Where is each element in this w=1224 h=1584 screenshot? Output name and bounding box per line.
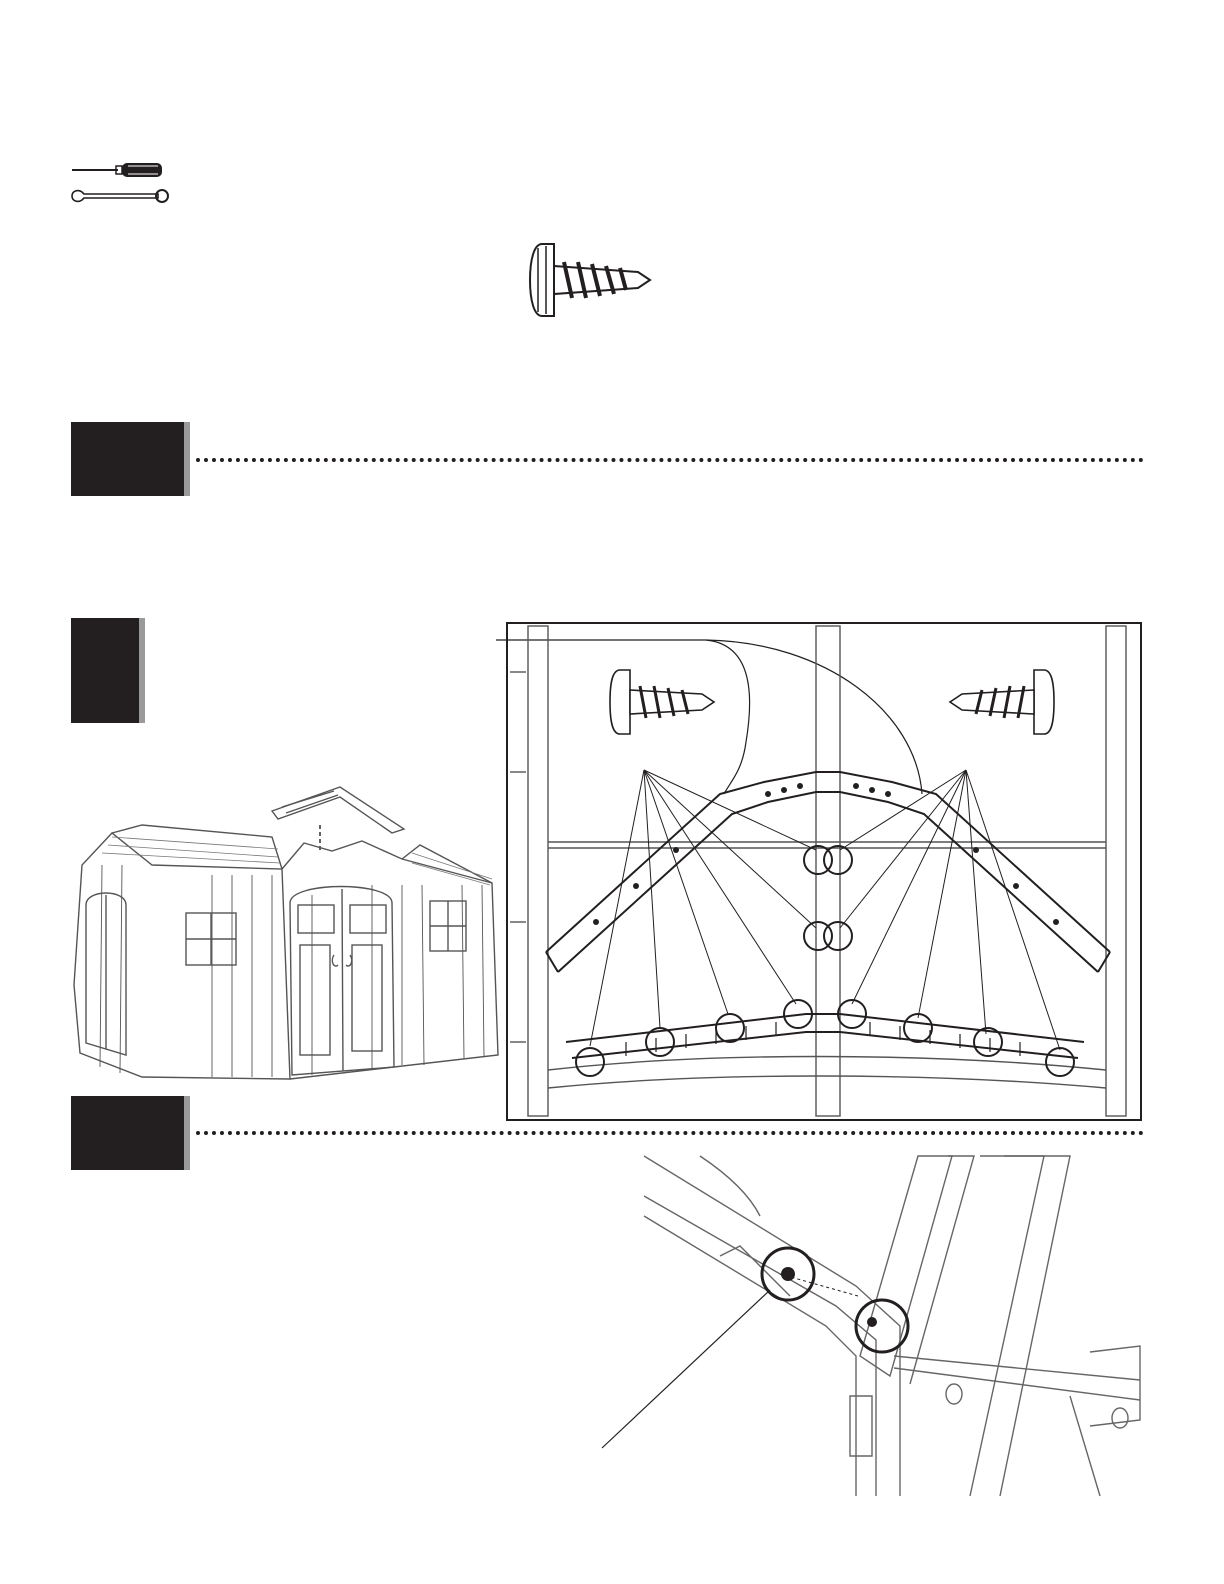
corner-bracket-illustration [600,1156,1160,1496]
screwdriver-icon [70,160,170,180]
step-divider-3 [196,1131,1144,1135]
step-block-1 [71,422,184,496]
tools-list [70,158,170,208]
screw-icon [528,240,658,320]
step-divider-1 [196,458,1144,462]
step-block-2 [71,618,139,723]
step-block-3 [71,1096,184,1170]
wrench-icon [70,188,170,204]
frame-detail-panel [506,622,1142,1122]
shed-illustration [72,785,502,1085]
